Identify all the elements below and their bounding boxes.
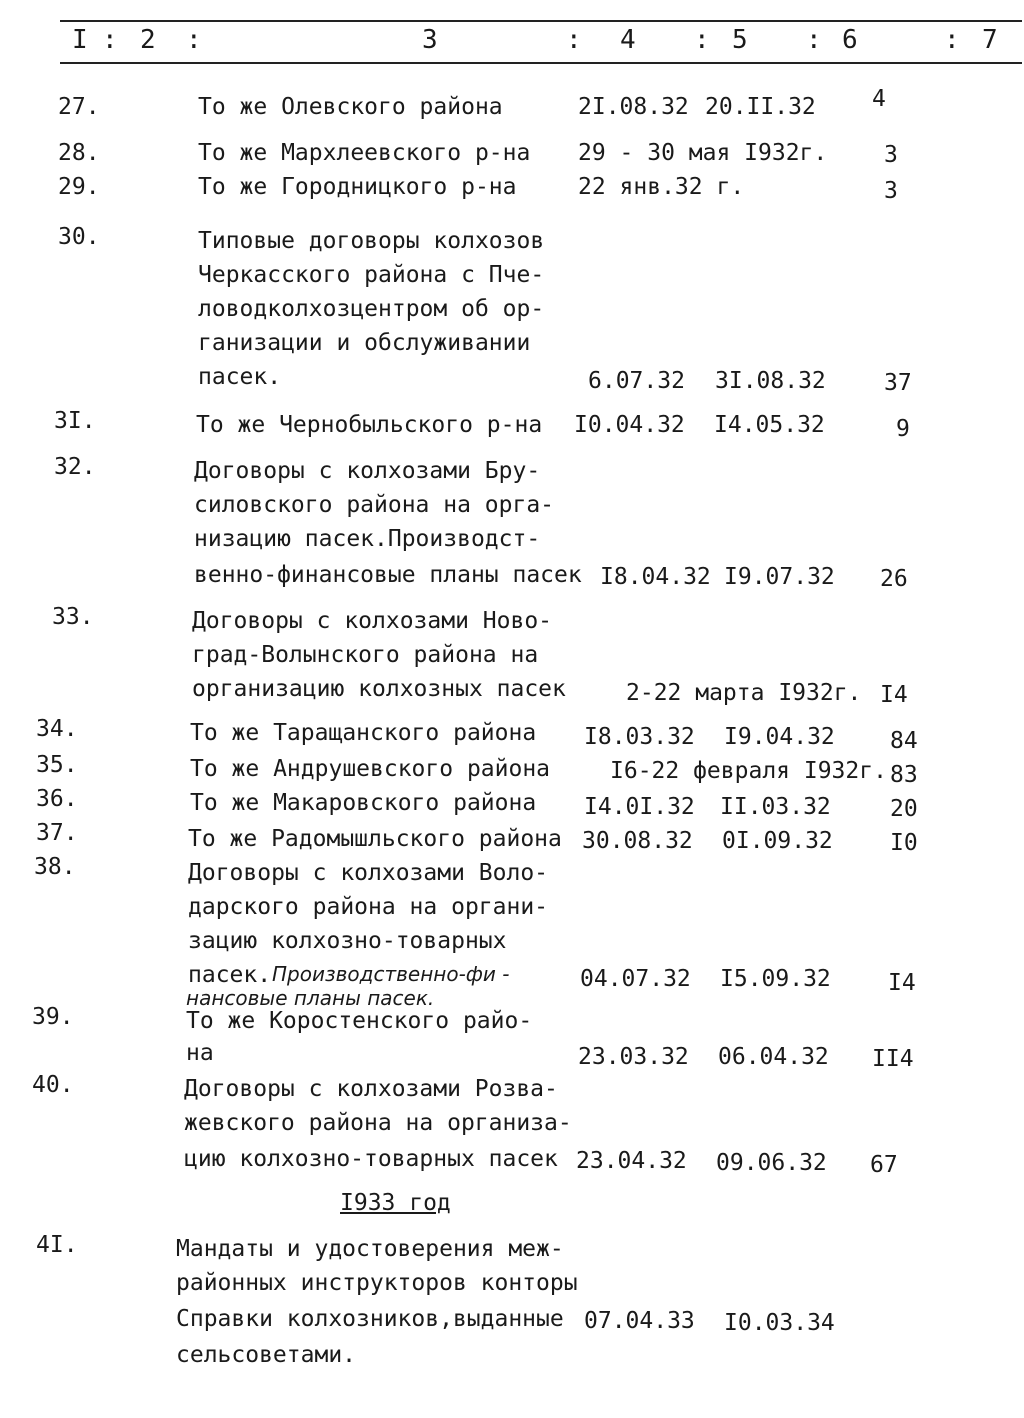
- row-number: 29.: [58, 174, 100, 200]
- row-number: 3I.: [54, 408, 96, 434]
- sheet-count: II4: [872, 1046, 914, 1072]
- start-date: 23.04.32: [576, 1148, 687, 1174]
- handwritten-note: Производственно-фи -: [272, 962, 510, 986]
- row-title-line: цию колхозно-товарных пасек: [184, 1146, 558, 1172]
- sheet-count: 67: [870, 1152, 898, 1178]
- row-title-line: Справки колхозников,выданные: [176, 1306, 564, 1332]
- sheet-count: 3: [884, 178, 898, 204]
- start-date: 30.08.32: [582, 828, 693, 854]
- sheet-count: 3: [884, 142, 898, 168]
- start-date: 23.03.32: [578, 1044, 689, 1070]
- start-date: I8.03.32: [584, 724, 695, 750]
- col-separator: :: [944, 25, 960, 55]
- row-title-line: на: [186, 1040, 214, 1066]
- col-7-header: 7: [982, 25, 998, 55]
- row-title-line: низацию пасек.Производст-: [194, 526, 541, 552]
- row-title-line: венно-финансовые планы пасек: [194, 562, 582, 588]
- row-number: 34.: [36, 716, 78, 742]
- start-date: 04.07.32: [580, 966, 691, 992]
- row-title-line: ганизации и обслуживании: [198, 330, 531, 356]
- row-number: 28.: [58, 140, 100, 166]
- row-title-line: Договоры с колхозами Ново-: [192, 608, 553, 634]
- col-3-header: 3: [422, 25, 438, 55]
- col-2-header: 2: [140, 25, 156, 55]
- row-title-line: То же Олевского района: [198, 94, 503, 120]
- date-range: 29 - 30 мая I932г.: [578, 140, 828, 166]
- row-title-line: силовского района на орга-: [194, 492, 555, 518]
- row-title-line: пасек.: [188, 962, 272, 988]
- row-number: 40.: [32, 1072, 74, 1098]
- row-title-line: То же Таращанского района: [190, 720, 537, 746]
- start-date: 6.07.32: [588, 368, 685, 394]
- row-title-line: сельсоветами.: [176, 1342, 357, 1368]
- row-title-line: То же Макаровского района: [190, 790, 537, 816]
- end-date: 20.II.32: [705, 94, 816, 120]
- end-date: 09.06.32: [716, 1150, 827, 1176]
- start-date: I8.04.32: [600, 564, 711, 590]
- row-number: 36.: [36, 786, 78, 812]
- row-title-line: Договоры с колхозами Воло-: [188, 860, 549, 886]
- row-number: 33.: [52, 604, 94, 630]
- sheet-count: 84: [890, 728, 918, 754]
- end-date: I4.05.32: [714, 412, 825, 438]
- start-date: 07.04.33: [584, 1308, 695, 1334]
- row-title-line: То же Радомышльского района: [188, 826, 562, 852]
- col-6-header: 6: [842, 25, 858, 55]
- row-title-line: Черкасского района с Пче-: [198, 262, 545, 288]
- date-range: 22 янв.32 г.: [578, 174, 745, 200]
- start-date: I4.0I.32: [584, 794, 695, 820]
- sheet-count: I0: [890, 830, 918, 856]
- sheet-count: 4: [872, 86, 886, 112]
- sheet-count: 37: [884, 370, 912, 396]
- row-number: 32.: [54, 454, 96, 480]
- year-heading: I933 год: [340, 1190, 451, 1216]
- row-number: 4I.: [36, 1232, 78, 1258]
- end-date: 0I.09.32: [722, 828, 833, 854]
- row-title-line: районных инструкторов конторы: [176, 1270, 578, 1296]
- handwritten-note: нансовые планы пасек.: [186, 986, 435, 1010]
- row-title-line: пасек.: [198, 364, 282, 390]
- row-number: 39.: [32, 1004, 74, 1030]
- col-1-header: I: [72, 25, 88, 55]
- sheet-count: 9: [896, 416, 910, 442]
- sheet-count: 26: [880, 566, 908, 592]
- col-separator: :: [102, 25, 118, 55]
- col-separator: :: [694, 25, 710, 55]
- end-date: I9.07.32: [724, 564, 835, 590]
- date-range: I6-22 февраля I932г.: [610, 758, 887, 784]
- end-date: I5.09.32: [720, 966, 831, 992]
- end-date: I0.03.34: [724, 1310, 835, 1336]
- row-title-line: ловодколхозцентром об ор-: [198, 296, 545, 322]
- sheet-count: I4: [880, 682, 908, 708]
- sheet-count: 20: [890, 796, 918, 822]
- row-number: 27.: [58, 94, 100, 120]
- row-title-line: организацию колхозных пасек: [192, 676, 566, 702]
- row-number: 38.: [34, 854, 76, 880]
- col-separator: :: [186, 25, 202, 55]
- row-number: 30.: [58, 224, 100, 250]
- col-separator: :: [806, 25, 822, 55]
- end-date: I9.04.32: [724, 724, 835, 750]
- sheet-count: I4: [888, 970, 916, 996]
- end-date: II.03.32: [720, 794, 831, 820]
- start-date: I0.04.32: [574, 412, 685, 438]
- start-date: 2I.08.32: [578, 94, 689, 120]
- row-title-line: То же Коростенского райо-: [186, 1008, 533, 1034]
- col-4-header: 4: [620, 25, 636, 55]
- end-date: 3I.08.32: [715, 368, 826, 394]
- row-title-line: Мандаты и удостоверения меж-: [176, 1236, 564, 1262]
- col-5-header: 5: [732, 25, 748, 55]
- row-title-line: зацию колхозно-товарных: [188, 928, 507, 954]
- row-title-line: Договоры с колхозами Бру-: [194, 458, 541, 484]
- row-title-line: жевского района на организа-: [184, 1110, 572, 1136]
- row-title-line: То же Андрушевского района: [190, 756, 551, 782]
- row-title-line: То же Мархлеевского р-на: [198, 140, 531, 166]
- row-title-line: Типовые договоры колхозов: [198, 228, 545, 254]
- row-title-line: Договоры с колхозами Розва-: [184, 1076, 558, 1102]
- row-title-line: То же Чернобыльского р-на: [196, 412, 543, 438]
- row-number: 37.: [36, 820, 78, 846]
- date-range: 2-22 марта I932г.: [626, 680, 862, 706]
- row-title-line: То же Городницкого р-на: [198, 174, 517, 200]
- row-title-line: дарского района на органи-: [188, 894, 549, 920]
- row-number: 35.: [36, 752, 78, 778]
- header-bottom-rule: [60, 62, 1022, 64]
- col-separator: :: [566, 25, 582, 55]
- end-date: 06.04.32: [718, 1044, 829, 1070]
- row-title-line: град-Волынского района на: [192, 642, 539, 668]
- sheet-count: 83: [890, 762, 918, 788]
- header-top-rule: [60, 20, 1022, 22]
